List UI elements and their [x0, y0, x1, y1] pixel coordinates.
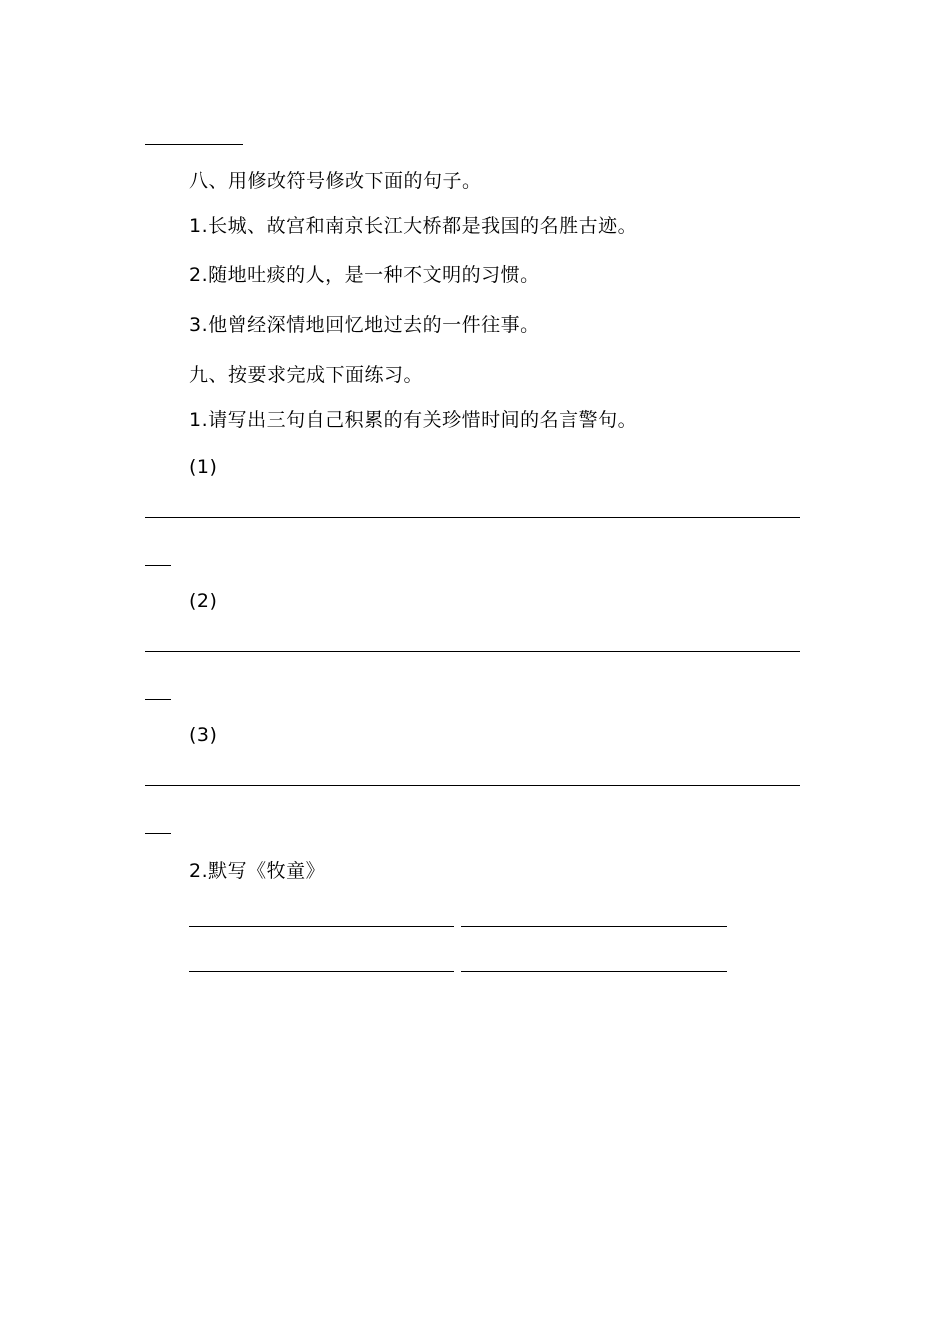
answer-line-3a[interactable] — [145, 785, 800, 786]
section8-heading: 八、用修改符号修改下面的句子。 — [189, 170, 482, 192]
section9-question-1: 1.请写出三句自己积累的有关珍惜时间的名言警句。 — [189, 409, 638, 431]
poem-line-1-right[interactable] — [461, 926, 727, 927]
poem-line-2-left[interactable] — [189, 971, 454, 972]
section8-item-3: 3.他曾经深情地回忆地过去的一件往事。 — [189, 314, 540, 336]
answer-line-2a[interactable] — [145, 651, 800, 652]
answer-line-1a[interactable] — [145, 517, 800, 518]
poem-line-1-left[interactable] — [189, 926, 454, 927]
answer-label-1: (1) — [189, 456, 218, 478]
answer-line-3b[interactable] — [145, 833, 171, 834]
poem-line-2-right[interactable] — [461, 971, 727, 972]
section8-item-2: 2.随地吐痰的人，是一种不文明的习惯。 — [189, 264, 540, 286]
answer-label-3: (3) — [189, 724, 218, 746]
answer-line-top-fragment — [145, 144, 243, 145]
section9-heading: 九、按要求完成下面练习。 — [189, 364, 424, 386]
section9-question-2: 2.默写《牧童》 — [189, 860, 326, 882]
answer-label-2: (2) — [189, 590, 218, 612]
section8-item-1: 1.长城、故宫和南京长江大桥都是我国的名胜古迹。 — [189, 215, 638, 237]
answer-line-2b[interactable] — [145, 699, 171, 700]
answer-line-1b[interactable] — [145, 565, 171, 566]
